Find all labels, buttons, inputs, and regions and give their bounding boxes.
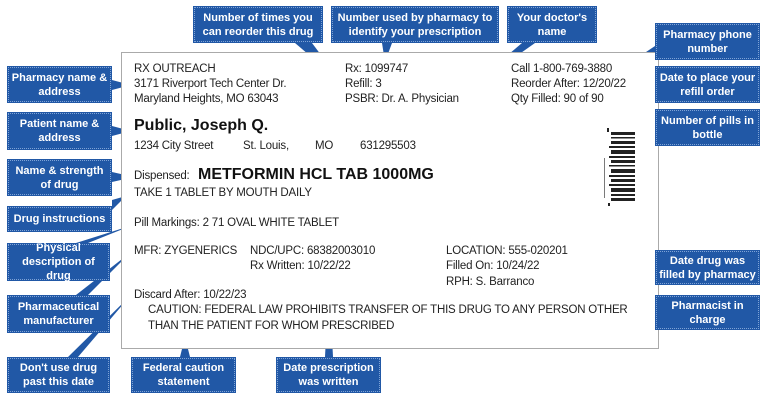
- callout-rx-written: Date prescription was written: [276, 357, 381, 393]
- patient-city: St. Louis,: [243, 140, 289, 152]
- qty-filled: Qty Filled: 90 of 90: [511, 93, 604, 105]
- callout-doctor: Your doctor's name: [507, 6, 597, 43]
- callout-reorder-times: Number of times you can reorder this drug: [193, 6, 323, 43]
- callout-rx-number: Number used by pharmacy to identify your prescription: [331, 6, 499, 43]
- caution-line1: CAUTION: FEDERAL LAW PROHIBITS TRANSFER OF THIS DRUG TO ANY PERSON OTHER: [148, 304, 628, 316]
- callout-drug: Name & strength of drug: [7, 159, 112, 196]
- reorder-after: Reorder After: 12/20/22: [511, 78, 626, 90]
- callout-manufacturer: Pharmaceutical manufacturer: [7, 295, 110, 333]
- drug-instructions: TAKE 1 TABLET BY MOUTH DAILY: [134, 187, 312, 199]
- drug-name: METFORMIN HCL TAB 1000MG: [198, 166, 434, 183]
- filled-on: Filled On: 10/24/22: [446, 260, 540, 272]
- prescriber: PSBR: Dr. A. Physician: [345, 93, 459, 105]
- pharmacy-address-line1: 3171 Riverport Tech Center Dr.: [134, 78, 287, 90]
- callout-pharmacist: Pharmacist in charge: [655, 295, 760, 330]
- dispensed-label: Dispensed:: [134, 170, 190, 182]
- pharmacy-address-line2: Maryland Heights, MO 63043: [134, 93, 279, 105]
- callout-patient: Patient name & address: [7, 112, 112, 150]
- patient-zip: 631295503: [360, 140, 416, 152]
- rx-number: Rx: 1099747: [345, 63, 409, 75]
- patient-state: MO: [315, 140, 334, 152]
- callout-discard: Don't use drug past this date: [7, 357, 110, 393]
- callout-pharmacy: Pharmacy name & address: [7, 66, 112, 103]
- caution-line2: THAN THE PATIENT FOR WHOM PRESCRIBED: [148, 320, 395, 332]
- manufacturer: MFR: ZYGENERICS: [134, 245, 238, 257]
- pill-markings: Pill Markings: 2 71 OVAL WHITE TABLET: [134, 217, 339, 229]
- discard-after: Discard After: 10/22/23: [134, 289, 247, 301]
- patient-name: Public, Joseph Q.: [134, 117, 269, 134]
- callout-phone: Pharmacy phone number: [655, 23, 760, 60]
- patient-street: 1234 City Street: [134, 140, 214, 152]
- rx-written: Rx Written: 10/22/22: [250, 260, 351, 272]
- pharmacist: RPH: S. Barranco: [446, 276, 535, 288]
- pharmacy-name: RX OUTREACH: [134, 63, 216, 75]
- barcode-icon: [603, 128, 635, 206]
- callout-physical: Physical description of drug: [7, 243, 110, 281]
- callout-caution: Federal caution statement: [131, 357, 236, 393]
- refill-count: Refill: 3: [345, 78, 382, 90]
- ndc-upc: NDC/UPC: 68382003010: [250, 245, 376, 257]
- callout-pills: Number of pills in bottle: [655, 109, 760, 146]
- location: LOCATION: 555-020201: [446, 245, 568, 257]
- callout-refill-date: Date to place your refill order: [655, 66, 760, 103]
- callout-filled: Date drug was filled by pharmacy: [655, 250, 760, 285]
- pharmacy-phone: Call 1-800-769-3880: [511, 63, 613, 75]
- callout-instructions: Drug instructions: [7, 206, 112, 232]
